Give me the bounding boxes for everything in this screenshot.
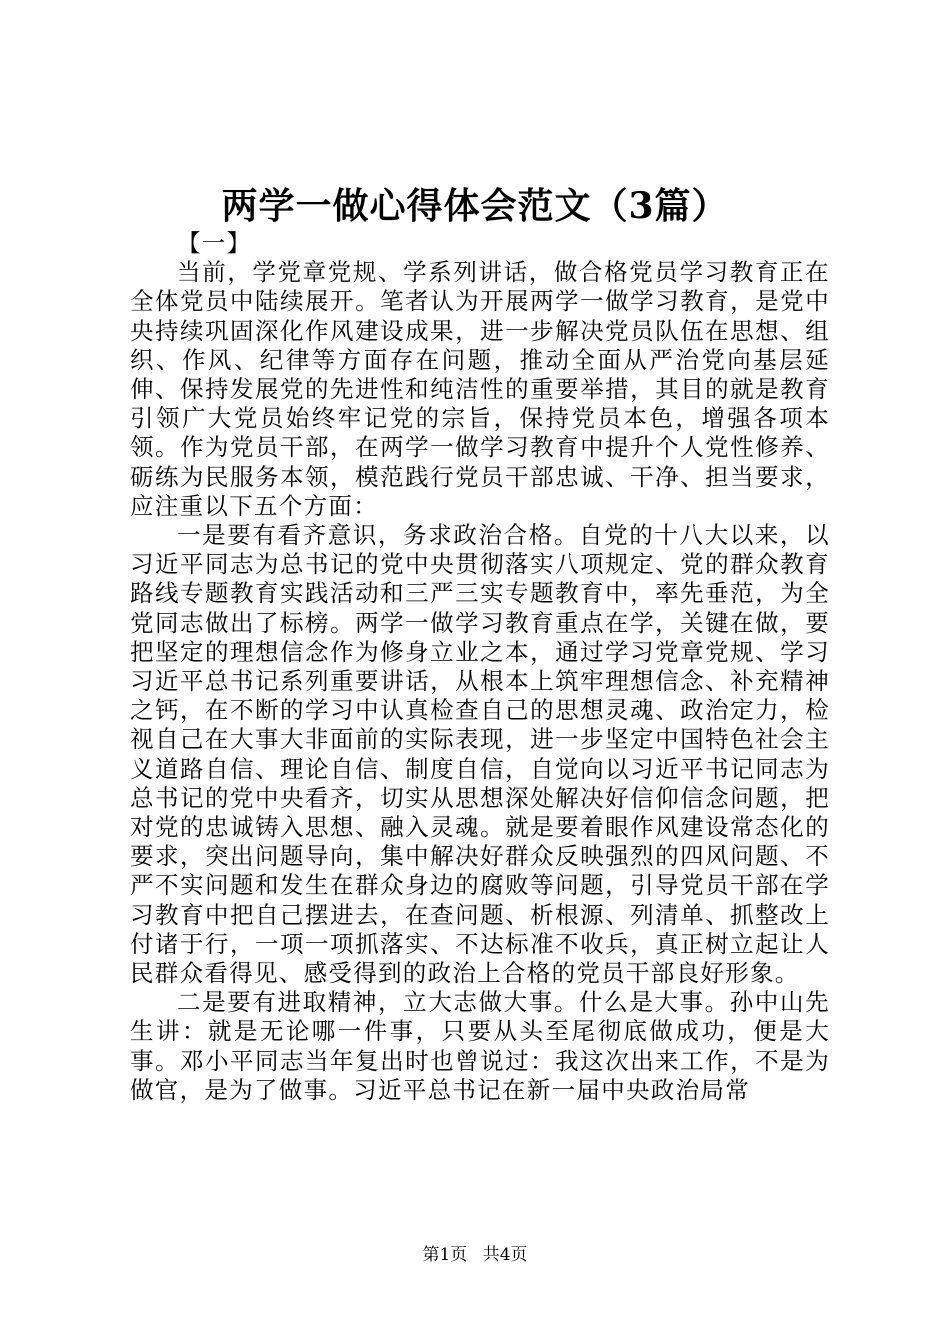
paragraph: 二是要有进取精神，立大志做大事。什么是大事。孙中山先生讲：就是无论哪一件事，只要从头至尾彻底做成功，便是大事。邓小平同志当年复出时也曾说过：我这次出来工作，不是为做官，是为了做事。习近平总书记在新一届中央政治局常 [130,988,830,1104]
document-body [130,229,830,1105]
section-heading: 【一】 [177,229,252,257]
paragraph: 当前，学党章党规、学系列讲话，做合格党员学习教育正在全体党员中陆续展开。笔者认为开展两学一做学习教育，是党中央持续巩固深化作风建设成果，进一步解决党员队伍在思想、组织、作风、纪律等方面存在问题，推动全面从严治党向基层延伸、保持发展党的先进性和纯洁性的重要举措，其目的就是教育引领广大党员始终牢记党的宗旨，保持党员本色，增强各项本领。作为党员干部，在两学一做学习教育中提升个人党性修养、砺练为民服务本领，模范践行党员干部忠诚、干净、担当要求，应注重以下五个方面： [130,258,830,520]
page-number: 第1页 [422,1245,468,1265]
document-title: 两学一做心得体会范文（3篇） [221,185,729,227]
page-total: 共4页 [482,1245,528,1265]
page-footer [0,1244,950,1266]
paragraph: 一是要有看齐意识，务求政治合格。自党的十八大以来，以习近平同志为总书记的党中央贯彻落实八项规定、党的群众教育路线专题教育实践活动和三严三实专题教育中，率先垂范，为全党同志做出了标榜。两学一做学习教育重点在学，关键在做，要把坚定的理想信念作为修身立业之本，通过学习党章党规、学习习近平总书记系列重要讲话，从根本上筑牢理想信念、补充精神之钙，在不断的学习中认真检查自己的思想灵魂、政治定力，检视自己在大事大非面前的实际表现，进一步坚定中国特色社会主义道路自信、理论自信、制度自信，自觉向以习近平书记同志为总书记的党中央看齐，切实从思想深处解决好信仰信念问题，把对党的忠诚铸入思想、融入灵魂。就是要着眼作风建设常态化的要求，突出问题导向，集中解决好群众反映强烈的四风问题、不严不实问题和发生在群众身边的腐败等问题，引导党员干部在学习教育中把自己摆进去，在查问题、析根源、列清单、抓整改上付诸于行，一项一项抓落实、不达标准不收兵，真正树立起让人民群众看得见、感受得到的政治上合格的党员干部良好形象。 [130,521,830,988]
